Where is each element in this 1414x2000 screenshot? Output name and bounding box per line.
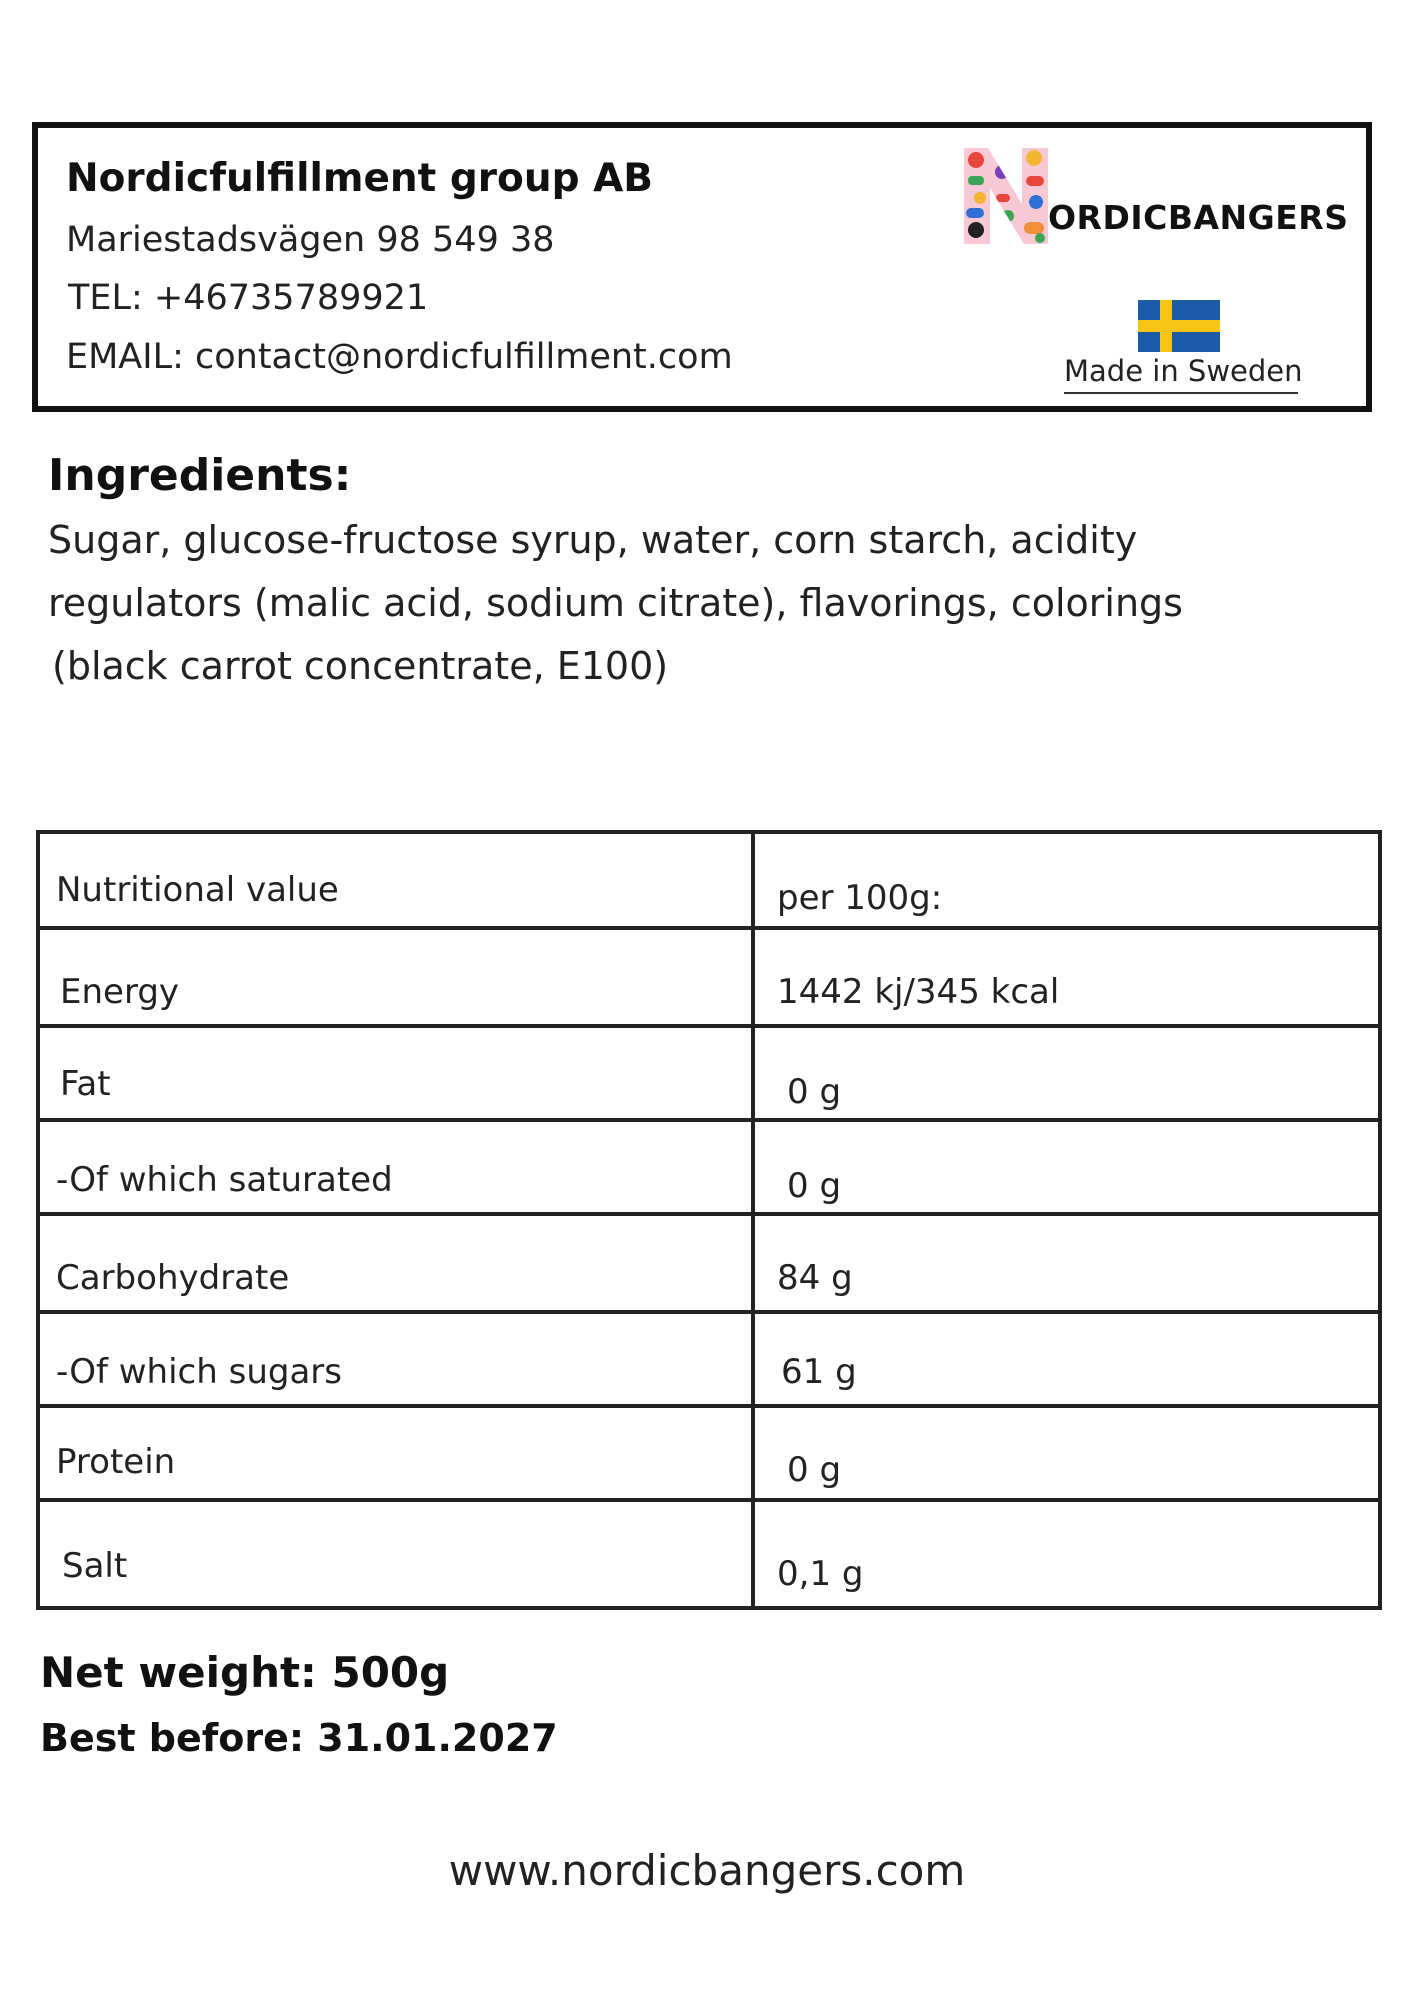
ingredients-heading: Ingredients:	[48, 450, 352, 501]
sweden-flag-icon	[1138, 300, 1220, 352]
company-name: Nordicfulfillment group AB	[66, 156, 653, 201]
nutrition-header-label: Nutritional value	[38, 832, 753, 928]
table-row	[38, 1406, 1380, 1500]
nutrient-label: Energy	[38, 928, 753, 1026]
nutrient-label: Salt	[38, 1500, 753, 1608]
company-info-box	[32, 122, 1372, 412]
best-before-date: Best before: 31.01.2027	[40, 1716, 558, 1760]
nutrient-label: Carbohydrate	[38, 1214, 753, 1312]
brand-logo	[962, 146, 1349, 248]
table-row	[38, 1026, 1380, 1120]
table-row	[38, 928, 1380, 1026]
table-row	[38, 1120, 1380, 1214]
nutrition-header-value: per 100g:	[753, 832, 1380, 928]
nutrient-label: Protein	[38, 1406, 753, 1500]
ingredients-text-line: Sugar, glucose-fructose syrup, water, corn starch, acidity	[48, 518, 1138, 562]
nutrient-label: Fat	[38, 1026, 753, 1120]
candy-letter-n-icon	[962, 146, 1054, 246]
table-row	[38, 1214, 1380, 1312]
ingredients-text-line: (black carrot concentrate, E100)	[52, 644, 669, 688]
nutrient-value: 61 g	[753, 1312, 1380, 1406]
nutrient-label: -Of which saturated	[38, 1120, 753, 1214]
table-row	[38, 1500, 1380, 1608]
nutrient-value: 0 g	[753, 1406, 1380, 1500]
company-phone: TEL: +46735789921	[68, 278, 429, 318]
brand-logo-text: ORDICBANGERS	[1048, 198, 1349, 237]
nutrient-value: 1442 kj/345 kcal	[753, 928, 1380, 1026]
nutrient-value: 0 g	[753, 1120, 1380, 1214]
nutrient-value: 0,1 g	[753, 1500, 1380, 1608]
ingredients-text-line: regulators (malic acid, sodium citrate), flavorings, colorings	[48, 581, 1183, 625]
website-url: www.nordicbangers.com	[448, 1846, 966, 1895]
nutrient-value: 0 g	[753, 1026, 1380, 1120]
company-email: EMAIL: contact@nordicfulfillment.com	[66, 337, 733, 377]
made-in-sweden-label: Made in Sweden	[1064, 354, 1298, 394]
nutrient-value: 84 g	[753, 1214, 1380, 1312]
nutrition-table	[36, 830, 1382, 1610]
net-weight: Net weight: 500g	[40, 1648, 450, 1697]
table-row	[38, 1312, 1380, 1406]
nutrient-label: -Of which sugars	[38, 1312, 753, 1406]
company-address: Mariestadsvägen 98 549 38	[66, 220, 555, 260]
table-header-row	[38, 832, 1380, 928]
